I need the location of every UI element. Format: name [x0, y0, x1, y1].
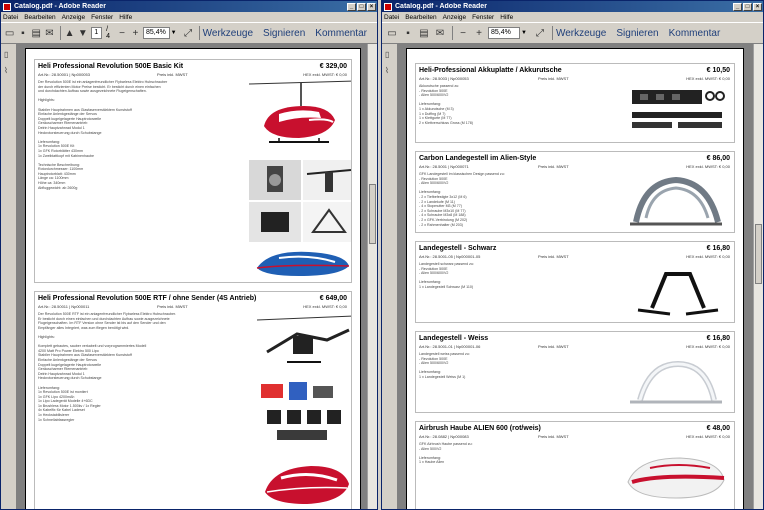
menu-bar: [382, 12, 763, 22]
minimize-button[interactable]: _: [347, 3, 356, 11]
navigation-pane: [1, 44, 17, 509]
article-number: Art.Nr.: 28.50001 | Np000053: [38, 72, 90, 77]
price-ex-vat: HEX exkl. MWST: € 0,00: [686, 434, 730, 439]
article-number: Art.Nr.: 28.5003 | Np000053: [419, 76, 469, 81]
white-landing-gear-image: [626, 354, 726, 410]
price-hint: Preis inkl. MWST: [538, 434, 569, 439]
navigation-pane: [382, 44, 398, 509]
product-price: € 86,00: [706, 155, 730, 162]
sign-button[interactable]: Signieren: [263, 27, 306, 39]
menu-hilfe[interactable]: Hilfe: [500, 13, 514, 21]
left-titlebar[interactable]: [1, 1, 377, 12]
product-title: Landegestell - Weiss: [419, 335, 489, 342]
zoom-out-icon[interactable]: −: [119, 27, 126, 39]
zoom-in-icon[interactable]: +: [132, 27, 139, 39]
maximize-button[interactable]: □: [743, 3, 752, 11]
window-title: Catalog.pdf - Adobe Reader: [14, 3, 106, 10]
price-hint: Preis inkl. MWST: [157, 304, 188, 309]
product-title: Airbrush Haube ALIEN 600 (rot/weis): [419, 425, 541, 432]
airbrush-canopy-image: [620, 446, 730, 506]
product-price: € 329,00: [319, 63, 347, 70]
open-folder-icon[interactable]: ▭: [4, 27, 15, 39]
print-icon[interactable]: ▤: [419, 27, 429, 39]
page-up-icon[interactable]: ▲: [64, 27, 75, 39]
zoom-input[interactable]: 85,4%: [488, 27, 520, 39]
close-button[interactable]: ×: [367, 3, 376, 11]
pages-icon[interactable]: ▯: [385, 50, 390, 59]
toolbar: [1, 22, 377, 44]
price-hint: Preis inkl. MWST: [538, 76, 569, 81]
page-number-input[interactable]: 1: [91, 27, 103, 39]
document-viewer[interactable]: [1, 44, 377, 509]
canopy-blue-image: [249, 244, 352, 280]
product-price: € 16,80: [706, 335, 730, 342]
article-number: Art.Nr.: 28.5001 | Np000071: [419, 164, 469, 169]
open-folder-icon[interactable]: ▭: [387, 27, 397, 39]
tools-button[interactable]: Werkzeuge: [555, 27, 607, 39]
product-description: Der Revolution 500E RTF ist ein anlagenfreundlicher Flybarless Elektro Hubschrauber. Er besticht durch einen einfachen und durchdachten Aufbau sowie ausgezeichnete Flugeigenschaften. Im RTF Version ohne Sender ist bis auf den Sender und den Empfänger alles Integriert, was zum fliegen benötigt wird. Highlights: Komplett gebautes, sauber verkabelt und vorprogrammiertes Modell 4200 Matt Pro Power Elektro 500 Lipo Stabiler Hauptrahmen aus Glasfaserverstärktem Kunststoff Einfache Anlenkgestänge der Servos Doppelt kugelgelagerte Hauptrotorwelle Geräuscharmer Riemenantrieb Delrin Hauptzahnrad Modul 1 Heckrotorsteuerung durch Schubstange Lieferumfang: 1x Revolution 500E ist montiert 1x GFK Lipo 4200mAh 1x Lipo Ladegerät Modelle 4+6DC 1x Brushless Motor 1.500kv / 1x Regler 4x Kabelfix für Kabel Ladeset 1x Heckstabilisierer 1x Schnellabfassregler: [38, 312, 176, 422]
product-title: Landegestell - Schwarz: [419, 245, 497, 252]
adobe-reader-icon: [3, 3, 11, 11]
pages-icon[interactable]: ▯: [4, 50, 9, 59]
product-card: [415, 241, 735, 323]
chevron-down-icon[interactable]: ▼: [521, 30, 527, 36]
attachment-icon[interactable]: ⌇: [4, 66, 8, 75]
battery-tray-image: [626, 84, 726, 140]
email-icon[interactable]: ✉: [45, 27, 54, 39]
rotor-head-image: [303, 160, 352, 200]
price-hint: Preis inkl. MWST: [538, 164, 569, 169]
toolbar-divider: [452, 26, 453, 40]
sign-button[interactable]: Signieren: [616, 27, 659, 39]
toolbar-divider: [60, 26, 61, 40]
black-landing-gear-image: [630, 264, 724, 320]
price-ex-vat: HEX exkl. MWST: € 0,00: [686, 344, 730, 349]
menu-hilfe[interactable]: Hilfe: [119, 13, 133, 21]
product-price: € 649,00: [319, 295, 347, 302]
minimize-button[interactable]: _: [733, 3, 742, 11]
toolbar-divider: [552, 26, 553, 40]
pdf-page: [25, 48, 361, 510]
product-description: Landegestell schwarz passend zu: - Revolution 500E - Alien 500/600/V2 Lieferumfang: 1 x Landegestell Schwarz (M 110): [419, 262, 474, 289]
article-number: Art.Nr.: 28.50011 | Np000011: [38, 304, 90, 309]
page-total: / 4: [106, 26, 111, 40]
menu-bearbeiten[interactable]: Bearbeiten: [405, 13, 437, 21]
product-card: [415, 63, 735, 143]
vertical-scrollbar[interactable]: [753, 44, 763, 509]
zoom-out-icon[interactable]: −: [460, 27, 466, 39]
fit-page-icon[interactable]: ⤢: [535, 27, 544, 39]
email-icon[interactable]: ✉: [435, 27, 445, 39]
price-ex-vat: HEX exkl. MWST: € 0,00: [303, 72, 347, 77]
menu-fenster[interactable]: Fenster: [91, 13, 114, 21]
included-parts-image: [257, 376, 352, 446]
window-title: Catalog.pdf - Adobe Reader: [395, 3, 487, 10]
product-title: Carbon Landegestell im Alien-Style: [419, 155, 537, 162]
scroll-thumb[interactable]: [755, 224, 762, 284]
price-ex-vat: HEX exkl. MWST: € 0,00: [686, 254, 730, 259]
helicopter-black-image: [257, 312, 352, 374]
price-ex-vat: HEX exkl. MWST: € 0,00: [686, 164, 730, 169]
product-price: € 16,80: [706, 245, 730, 252]
article-number: Art.Nr.: 28.5001-01 | Np000001-06: [419, 344, 481, 349]
carbon-landing-gear-image: [626, 172, 726, 230]
comment-button[interactable]: Kommentar: [315, 27, 367, 39]
product-card: [415, 151, 735, 233]
print-icon[interactable]: ▤: [31, 27, 41, 39]
adobe-reader-icon: [384, 3, 392, 11]
product-price: € 10,50: [706, 67, 730, 74]
mechanics-image: [303, 202, 352, 242]
frame-closeup-image: [249, 160, 301, 200]
right-reader-window: [381, 0, 764, 510]
toolbar-divider: [199, 26, 200, 40]
page-down-icon[interactable]: ▼: [77, 27, 88, 39]
menu-anzeige[interactable]: Anzeige: [442, 13, 467, 21]
comment-button[interactable]: Kommentar: [668, 27, 721, 39]
product-description: Der Revolution 500E ist ein anlagenfreundlicher Flybarless Elektro Hubschrauber der durch effizienten Motor Preise besticht. Er besticht durch einen einfachen und durchdachten Aufbau sowie ausgezeichnete Flugeigenschaften. Highlights: Stabiler Hauptrahmen aus Glasfaserverstärktem Kunststoff Einfache Anlenkgestänge der Servos Doppelt kugelgelagerte Hauptrotorwelle Geräuscharmer Riemenantrieb Delrin Hauptzahnrad Modul 1 Heckrotorsteuerung durch Schubstange Lieferumfang: 1x Revolution 500E Kit 1x GFK Rotorblätter 430mm 1x Zweiblattkopf mit Kabinenhaube Technische Beschreibung: Rotordurchmesser: 1100mm Hauptrotorblatt: 430mm Länge ca: 1100mm Höhe ca: 340mm Abfluggewicht: ab 2600g: [38, 80, 168, 190]
price-hint: Preis inkl. MWST: [157, 72, 188, 77]
menu-bearbeiten[interactable]: Bearbeiten: [24, 13, 56, 21]
tools-button[interactable]: Werkzeuge: [202, 27, 254, 39]
attachment-icon[interactable]: ⌇: [385, 66, 389, 75]
product-title: Heli-Professional Akkuplatte / Akkurutsche: [419, 67, 562, 74]
product-description: GFK Landegestell im klassischen Design passend zu: - Revolution 500E - Alien 500/600/V2 Lieferumfang: - 2 x Tiefbefestigte 3x12 (M 6) - 2 x Landekufe (M 11) - 4 x Stopmutter M3 (M 77) - 2 x Schraube M3x10 (M 77) - 4 x Schraube M3x8 (M 188) - 2 x GFK-Verbindung (M 202) - 2 x Rahmenhalter (M 203): [419, 172, 505, 227]
product-card: [415, 421, 735, 510]
document-viewer[interactable]: [382, 44, 763, 509]
price-hint: Preis inkl. MWST: [538, 254, 569, 259]
helicopter-red-image: [249, 78, 352, 158]
product-description: GFK Airbrush Haube passend zu: - Alien 500/V2 Lieferumfang: 1 x Haube Alien: [419, 442, 473, 465]
left-reader-window: [0, 0, 378, 510]
zoom-in-icon[interactable]: +: [476, 27, 482, 39]
menu-anzeige[interactable]: Anzeige: [61, 13, 86, 21]
close-button[interactable]: ×: [753, 3, 762, 11]
maximize-button[interactable]: □: [357, 3, 366, 11]
canopy-red-image: [257, 452, 352, 510]
product-card: [34, 291, 352, 510]
chevron-down-icon[interactable]: ▼: [170, 30, 177, 36]
fit-page-icon[interactable]: ⤢: [184, 27, 193, 39]
menu-datei[interactable]: Datei: [3, 13, 19, 21]
menu-fenster[interactable]: Fenster: [472, 13, 495, 21]
save-icon[interactable]: ▪: [406, 27, 410, 39]
toolbar: [382, 22, 763, 44]
product-title: Heli Professional Revolution 500E RTF / ohne Sender (4S Antrieb): [38, 295, 257, 302]
zoom-input[interactable]: 85,4%: [143, 27, 170, 39]
product-card: [415, 331, 735, 413]
article-number: Art.Nr.: 28.0882 | Np000083: [419, 434, 469, 439]
price-hint: Preis inkl. MWST: [538, 344, 569, 349]
product-title: Heli Professional Revolution 500E Basic Kit: [38, 63, 184, 70]
pdf-page: [406, 48, 744, 510]
article-number: Art.Nr.: 28.5001-05 | Np000001-05: [419, 254, 481, 259]
product-description: Akkurutsche passend zu: - Revolution 500E - Alien 500/600/V2 Lieferumfang: 1 x Akkurutsche (M 3) 1 x Duffing (M 7) 1 x Klettgurte (M 77) 2 x Klettverschluss Gross (M 178): [419, 84, 473, 125]
price-ex-vat: HEX exkl. MWST: € 0,00: [303, 304, 347, 309]
price-ex-vat: HEX exkl. MWST: € 0,00: [686, 76, 730, 81]
save-icon[interactable]: ▪: [21, 27, 25, 39]
product-price: € 48,00: [706, 425, 730, 432]
right-titlebar[interactable]: [382, 1, 763, 12]
servo-image: [249, 202, 301, 242]
menu-bar: [1, 12, 377, 22]
menu-datei[interactable]: Datei: [384, 13, 400, 21]
product-card: [34, 59, 352, 283]
vertical-scrollbar[interactable]: [367, 44, 377, 509]
scroll-thumb[interactable]: [369, 184, 376, 244]
product-description: Landegestell weiss passend zu: - Revolution 500E - Alien 500/600/V2 Lieferumfang: 1 x Landegestell Weiss (M 1): [419, 352, 470, 379]
